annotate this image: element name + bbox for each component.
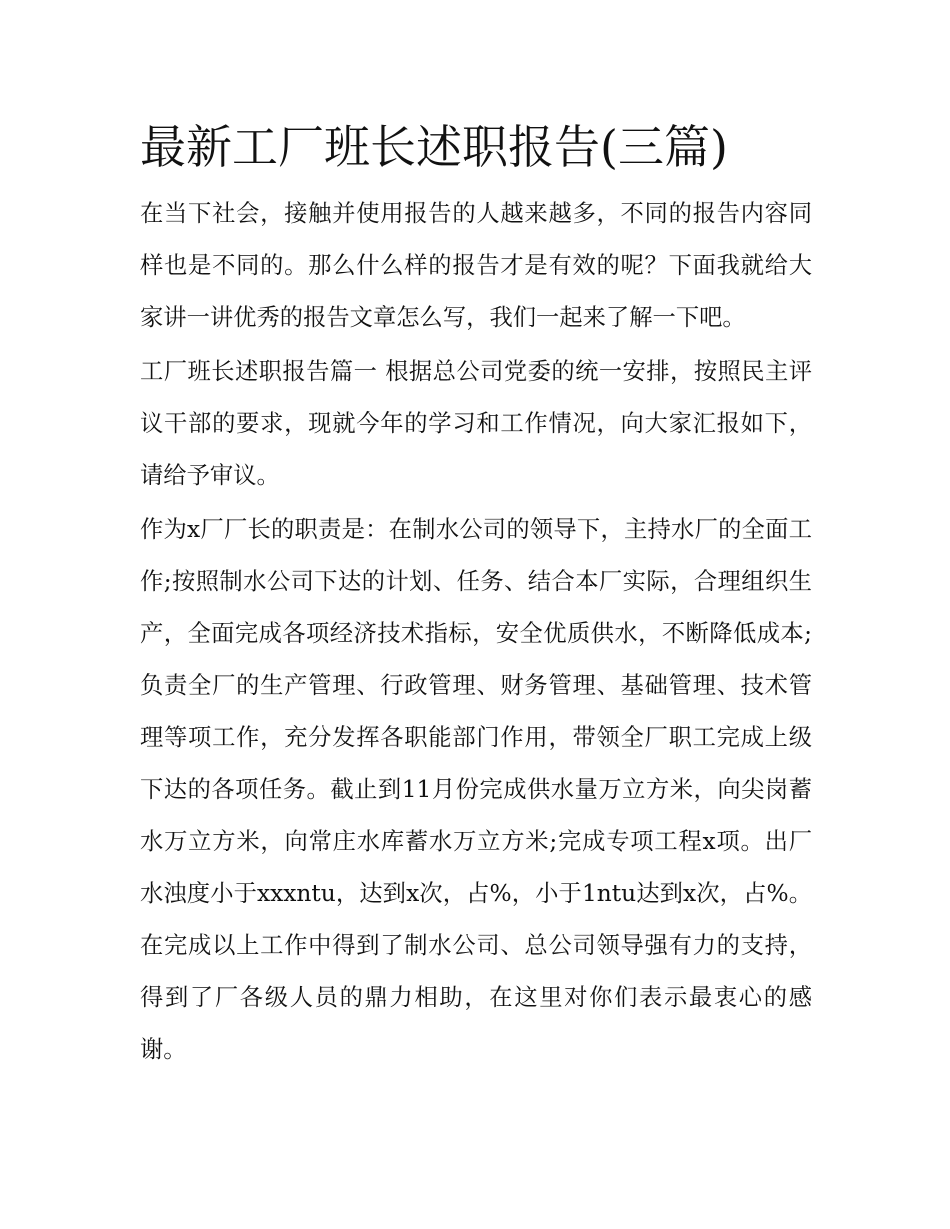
document-body xyxy=(140,112,812,1078)
paragraph-duties: 作为x厂厂长的职责是：在制水公司的领导下，主持水厂的全面工作;按照制水公司下达的计划、任务、结合本厂实际，合理组织生产，全面完成各项经济技术指标，安全优质供水，不断降低成本;负责全厂的生产管理、行政管理、财务管理、基础管理、技术管理等项工作，充分发挥各职能部门作用，带领全厂职工完成上级下达的各项任务。截止到11月份完成供水量万立方米，向尖岗蓄水万立方米，向常庄水库蓄水万立方米;完成专项工程x项。出厂水浊度小于xxxntu，达到x次，占%，小于1ntu达到x次，占%。在完成以上工作中得到了制水公司、总公司领导强有力的支持，得到了厂各级人员的鼎力相助，在这里对你们表示最衷心的感谢。 xyxy=(140,516,812,1063)
paragraph-report-opening: 工厂班长述职报告篇一 根据总公司党委的统一安排，按照民主评议干部的要求，现就今年的学习和工作情况，向大家汇报如下，请给予审议。 xyxy=(140,358,812,489)
document-title: 最新工厂班长述职报告(三篇) xyxy=(140,120,728,174)
paragraph-intro: 在当下社会，接触并使用报告的人越来越多，不同的报告内容同样也是不同的。那么什么样的报告才是有效的呢？下面我就给大家讲一讲优秀的报告文章怎么写，我们一起来了解一下吧。 xyxy=(140,200,812,331)
